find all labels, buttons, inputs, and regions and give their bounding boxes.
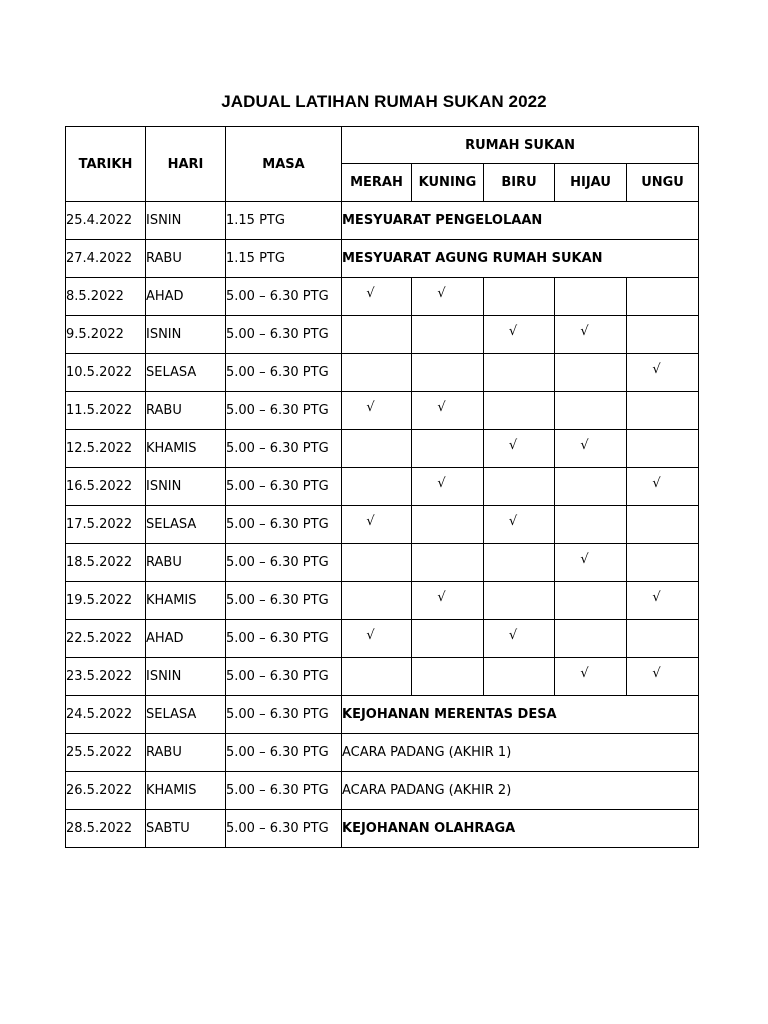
check-mark: √ [508, 628, 518, 643]
cell-time: 5.00 – 6.30 PTG [226, 544, 342, 582]
cell-biru [484, 658, 555, 696]
header-house-merah: MERAH [342, 164, 412, 202]
cell-hijau [555, 278, 627, 316]
cell-time: 5.00 – 6.30 PTG [226, 810, 342, 848]
cell-time: 5.00 – 6.30 PTG [226, 430, 342, 468]
cell-ungu [627, 658, 699, 696]
cell-time: 5.00 – 6.30 PTG [226, 316, 342, 354]
check-mark: √ [508, 514, 518, 529]
cell-merah [342, 392, 412, 430]
cell-biru [484, 316, 555, 354]
table-row [66, 202, 699, 240]
check-mark: √ [652, 476, 661, 491]
table-row [66, 544, 699, 582]
cell-ungu [627, 582, 699, 620]
cell-kuning [412, 468, 484, 506]
table-row [66, 772, 699, 810]
check-mark: √ [437, 590, 446, 605]
cell-date: 17.5.2022 [66, 506, 146, 544]
cell-date: 19.5.2022 [66, 582, 146, 620]
cell-kuning [412, 430, 484, 468]
cell-biru [484, 620, 555, 658]
cell-ungu [627, 316, 699, 354]
cell-date: 23.5.2022 [66, 658, 146, 696]
check-mark: √ [366, 286, 375, 301]
cell-date: 9.5.2022 [66, 316, 146, 354]
cell-hijau [555, 316, 627, 354]
cell-merah [342, 354, 412, 392]
cell-hijau [555, 658, 627, 696]
header-house-kuning: KUNING [412, 164, 484, 202]
cell-biru [484, 544, 555, 582]
cell-time: 5.00 – 6.30 PTG [226, 734, 342, 772]
check-mark: √ [366, 514, 375, 529]
table-row [66, 810, 699, 848]
cell-kuning [412, 658, 484, 696]
table-row [66, 240, 699, 278]
cell-date: 26.5.2022 [66, 772, 146, 810]
page-title: JADUAL LATIHAN RUMAH SUKAN 2022 [221, 92, 547, 111]
schedule-table [65, 126, 699, 848]
cell-activity: ACARA PADANG (AKHIR 1) [342, 734, 699, 772]
check-mark: √ [652, 362, 661, 377]
table-row [66, 620, 699, 658]
header-tarikh: TARIKH [66, 127, 146, 202]
cell-time: 5.00 – 6.30 PTG [226, 772, 342, 810]
cell-ungu [627, 392, 699, 430]
cell-day: ISNIN [146, 316, 226, 354]
cell-hijau [555, 620, 627, 658]
cell-biru [484, 506, 555, 544]
cell-kuning [412, 316, 484, 354]
schedule-body [66, 202, 699, 848]
cell-date: 28.5.2022 [66, 810, 146, 848]
cell-kuning [412, 506, 484, 544]
cell-day: SELASA [146, 696, 226, 734]
header-rumah-sukan: RUMAH SUKAN [342, 127, 699, 164]
check-mark: √ [508, 438, 518, 453]
table-row [66, 734, 699, 772]
cell-time: 5.00 – 6.30 PTG [226, 620, 342, 658]
cell-time: 5.00 – 6.30 PTG [226, 354, 342, 392]
cell-date: 16.5.2022 [66, 468, 146, 506]
check-mark: √ [652, 666, 661, 681]
table-row [66, 696, 699, 734]
check-mark: √ [508, 324, 518, 339]
table-row [66, 278, 699, 316]
cell-day: ISNIN [146, 202, 226, 240]
cell-date: 24.5.2022 [66, 696, 146, 734]
cell-merah [342, 658, 412, 696]
cell-hijau [555, 506, 627, 544]
cell-day: RABU [146, 734, 226, 772]
cell-merah [342, 506, 412, 544]
cell-date: 22.5.2022 [66, 620, 146, 658]
cell-date: 11.5.2022 [66, 392, 146, 430]
cell-time: 5.00 – 6.30 PTG [226, 468, 342, 506]
cell-day: KHAMIS [146, 772, 226, 810]
table-row [66, 658, 699, 696]
cell-day: KHAMIS [146, 430, 226, 468]
cell-day: RABU [146, 544, 226, 582]
header-masa: MASA [226, 127, 342, 202]
cell-date: 12.5.2022 [66, 430, 146, 468]
cell-kuning [412, 544, 484, 582]
cell-kuning [412, 354, 484, 392]
cell-merah [342, 582, 412, 620]
cell-biru [484, 392, 555, 430]
cell-ungu [627, 506, 699, 544]
check-mark: √ [580, 438, 589, 453]
cell-ungu [627, 278, 699, 316]
cell-day: SABTU [146, 810, 226, 848]
cell-time: 1.15 PTG [226, 240, 342, 278]
cell-biru [484, 354, 555, 392]
cell-hijau [555, 544, 627, 582]
check-mark: √ [580, 666, 589, 681]
cell-activity: KEJOHANAN OLAHRAGA [342, 810, 699, 848]
cell-day: ISNIN [146, 468, 226, 506]
cell-merah [342, 620, 412, 658]
cell-date: 25.4.2022 [66, 202, 146, 240]
header-house-biru: BIRU [484, 164, 555, 202]
cell-merah [342, 278, 412, 316]
cell-ungu [627, 544, 699, 582]
check-mark: √ [437, 400, 446, 415]
cell-day: AHAD [146, 278, 226, 316]
cell-merah [342, 468, 412, 506]
cell-activity: ACARA PADANG (AKHIR 2) [342, 772, 699, 810]
header-house-ungu: UNGU [627, 164, 699, 202]
cell-time: 5.00 – 6.30 PTG [226, 696, 342, 734]
cell-hijau [555, 392, 627, 430]
cell-biru [484, 430, 555, 468]
check-mark: √ [366, 628, 375, 643]
cell-hijau [555, 430, 627, 468]
header-house-hijau: HIJAU [555, 164, 627, 202]
cell-biru [484, 278, 555, 316]
cell-activity: MESYUARAT AGUNG RUMAH SUKAN [342, 240, 699, 278]
check-mark: √ [437, 286, 446, 301]
table-row [66, 354, 699, 392]
check-mark: √ [580, 324, 589, 339]
cell-merah [342, 430, 412, 468]
cell-date: 25.5.2022 [66, 734, 146, 772]
cell-kuning [412, 582, 484, 620]
cell-merah [342, 544, 412, 582]
table-row [66, 316, 699, 354]
table-row [66, 430, 699, 468]
header-hari: HARI [146, 127, 226, 202]
cell-date: 10.5.2022 [66, 354, 146, 392]
cell-hijau [555, 354, 627, 392]
cell-day: KHAMIS [146, 582, 226, 620]
cell-day: AHAD [146, 620, 226, 658]
cell-biru [484, 582, 555, 620]
cell-date: 18.5.2022 [66, 544, 146, 582]
cell-date: 8.5.2022 [66, 278, 146, 316]
cell-merah [342, 316, 412, 354]
table-row [66, 468, 699, 506]
check-mark: √ [366, 400, 375, 415]
cell-kuning [412, 392, 484, 430]
cell-date: 27.4.2022 [66, 240, 146, 278]
cell-day: SELASA [146, 506, 226, 544]
cell-activity: KEJOHANAN MERENTAS DESA [342, 696, 699, 734]
cell-ungu [627, 430, 699, 468]
cell-ungu [627, 620, 699, 658]
cell-time: 1.15 PTG [226, 202, 342, 240]
cell-kuning [412, 620, 484, 658]
cell-day: RABU [146, 392, 226, 430]
cell-day: ISNIN [146, 658, 226, 696]
cell-hijau [555, 468, 627, 506]
cell-day: SELASA [146, 354, 226, 392]
cell-kuning [412, 278, 484, 316]
table-row [66, 506, 699, 544]
cell-biru [484, 468, 555, 506]
cell-ungu [627, 354, 699, 392]
cell-time: 5.00 – 6.30 PTG [226, 658, 342, 696]
check-mark: √ [437, 476, 446, 491]
check-mark: √ [652, 590, 661, 605]
table-row [66, 582, 699, 620]
cell-time: 5.00 – 6.30 PTG [226, 392, 342, 430]
cell-time: 5.00 – 6.30 PTG [226, 278, 342, 316]
cell-time: 5.00 – 6.30 PTG [226, 506, 342, 544]
cell-hijau [555, 582, 627, 620]
table-row [66, 392, 699, 430]
check-mark: √ [580, 552, 589, 567]
cell-ungu [627, 468, 699, 506]
cell-day: RABU [146, 240, 226, 278]
cell-time: 5.00 – 6.30 PTG [226, 582, 342, 620]
cell-activity: MESYUARAT PENGELOLAAN [342, 202, 699, 240]
